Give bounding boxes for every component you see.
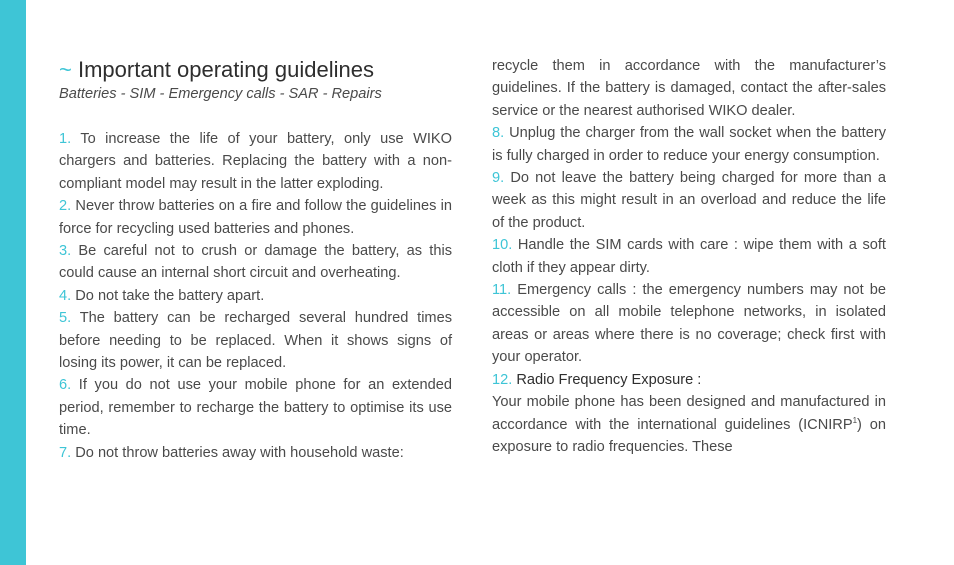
item-text: If you do not use your mobile phone for an extended period, remember to recharge the battery to optimise its use time. <box>59 377 452 439</box>
item-text-before: Your mobile phone has been designed and manufactured in accordance with the international guidelines (ICNIRP <box>492 394 886 433</box>
guideline-item <box>59 195 452 240</box>
item-text: Emergency calls : the emergency numbers may not be accessible on all mobile telephone networks, in isolated areas or areas where there is no coverage; check first with your operator. <box>492 282 886 366</box>
accent-side-bar <box>0 0 26 565</box>
item-number: 2. <box>59 198 72 215</box>
item-number: 1. <box>59 131 72 147</box>
page-subtitle: Batteries - SIM - Emergency calls - SAR - Repairs <box>59 86 382 102</box>
item-text: Do not take the battery apart. <box>75 287 265 304</box>
page-title <box>59 56 452 84</box>
item-text-after: ) on exposure to radio frequencies. These <box>492 416 886 455</box>
item-number: 7. <box>59 444 72 461</box>
item-number: 8. <box>492 125 505 142</box>
guideline-item <box>59 442 452 464</box>
guideline-item <box>492 122 886 167</box>
guideline-continuation: recycle them in accordance with the manufacturer’s guidelines. If the battery is damaged, contact the after-sales service or the nearest authorised WIKO dealer. <box>492 58 886 119</box>
title-tilde: ~ <box>59 57 72 82</box>
title-text: Important operating guidelines <box>77 57 374 82</box>
item-number: 9. <box>492 170 505 187</box>
item-text: Do not throw batteries away with household waste: <box>75 444 404 461</box>
guideline-item <box>59 240 452 285</box>
guideline-item <box>59 128 452 195</box>
item-text: Be careful not to crush or damage the battery, as this could cause an internal short circuit and overheating. <box>59 243 452 282</box>
item-text: Never throw batteries on a fire and follow the guidelines in force for recycling used batteries and phones. <box>59 198 452 237</box>
item-number: 5. <box>59 310 72 327</box>
item-text: Unplug the charger from the wall socket when the battery is fully charged in order to reduce your energy consumption. <box>492 125 886 164</box>
footnote-marker: 1 <box>852 415 858 425</box>
right-column <box>492 55 886 458</box>
guideline-item <box>59 307 452 374</box>
guideline-item <box>59 374 452 441</box>
guideline-item <box>492 234 886 279</box>
item-number: 10. <box>492 237 513 254</box>
item-number: 12. <box>492 371 513 388</box>
guideline-item-heading <box>492 369 886 391</box>
guideline-item <box>492 279 886 369</box>
guideline-item <box>59 285 452 307</box>
item-text: Handle the SIM cards with care : wipe them with a soft cloth if they appear dirty. <box>492 237 886 276</box>
guideline-item <box>492 167 886 234</box>
item-text: The battery can be recharged several hundred times before needing to be replaced. When it shows signs of losing its power, it can be replaced. <box>59 310 453 372</box>
item-number: 6. <box>59 377 72 394</box>
item-text: Do not leave the battery being charged for more than a week as this might result in an overload and reduce the life of the product. <box>492 170 886 231</box>
left-column <box>59 56 452 464</box>
item-heading: Radio Frequency Exposure : <box>516 371 702 388</box>
item-number: 11. <box>492 282 512 299</box>
item-text: To increase the life of your battery, only use WIKO chargers and batteries. Replacing the battery with a non-compliant model may result in the latter exploding. <box>59 131 453 192</box>
guideline-item-body <box>492 391 886 458</box>
item-number: 3. <box>59 243 72 260</box>
item-number: 4. <box>59 287 72 304</box>
